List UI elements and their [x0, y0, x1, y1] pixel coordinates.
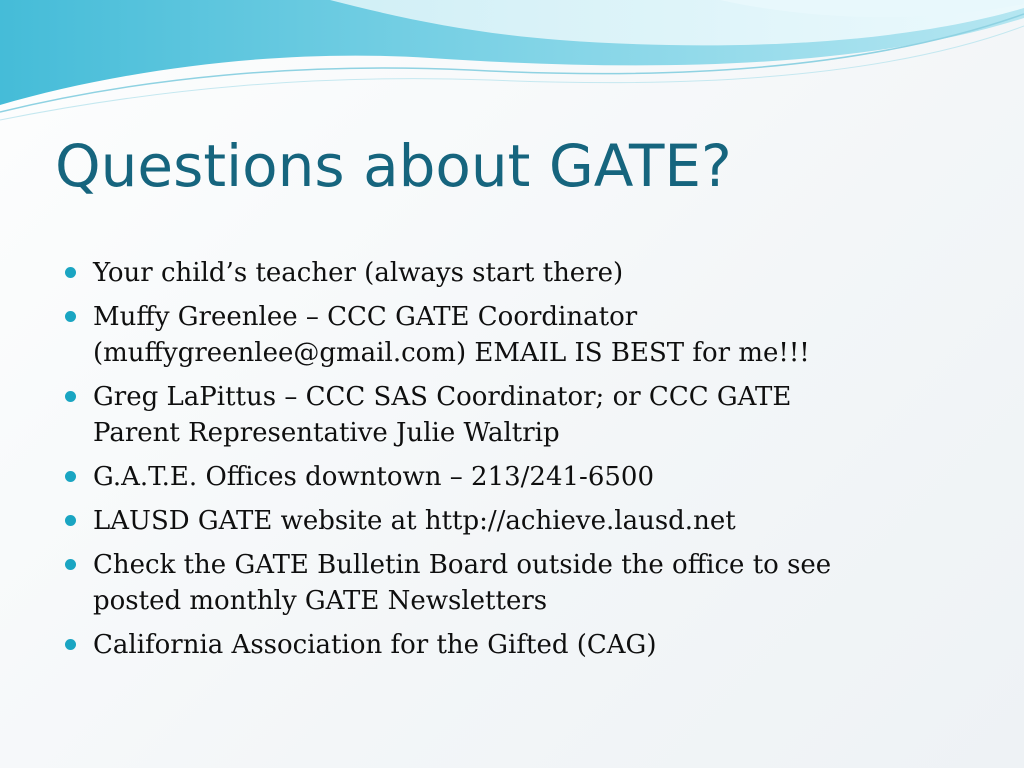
bullet-item — [62, 547, 962, 619]
bullet-text: (muffygreenlee@gmail.com) EMAIL IS BEST for me!!! — [93, 338, 810, 368]
bullet-marker-icon — [65, 391, 76, 402]
bullet-item — [62, 255, 962, 291]
header-wave-decoration — [0, 0, 1024, 130]
bullet-item — [62, 627, 962, 663]
bullet-marker-icon — [65, 311, 76, 322]
bullet-marker-icon — [65, 559, 76, 570]
slide-title: Questions about GATE? — [55, 132, 732, 200]
bullet-text: Parent Representative Julie Waltrip — [93, 418, 560, 448]
bullet-item — [62, 503, 962, 539]
bullet-marker-icon — [65, 267, 76, 278]
bullet-text: G.A.T.E. Offices downtown – 213/241-6500 — [93, 462, 654, 492]
bullet-marker-icon — [65, 639, 76, 650]
bullet-item — [62, 299, 962, 371]
bullet-text: Muffy Greenlee – CCC GATE Coordinator — [93, 302, 638, 332]
bullet-item — [62, 459, 962, 495]
bullet-marker-icon — [65, 515, 76, 526]
bullet-text: Greg LaPittus – CCC SAS Coordinator; or CCC GATE — [93, 382, 792, 412]
bullet-list — [62, 255, 962, 671]
bullet-marker-icon — [65, 471, 76, 482]
bullet-text: California Association for the Gifted (CAG) — [93, 630, 657, 660]
bullet-text: LAUSD GATE website at http://achieve.lausd.net — [93, 506, 736, 536]
bullet-text: Check the GATE Bulletin Board outside the office to see — [93, 550, 832, 580]
bullet-text: posted monthly GATE Newsletters — [93, 586, 548, 616]
bullet-item — [62, 379, 962, 451]
bullet-text: Your child’s teacher (always start there) — [93, 258, 624, 288]
